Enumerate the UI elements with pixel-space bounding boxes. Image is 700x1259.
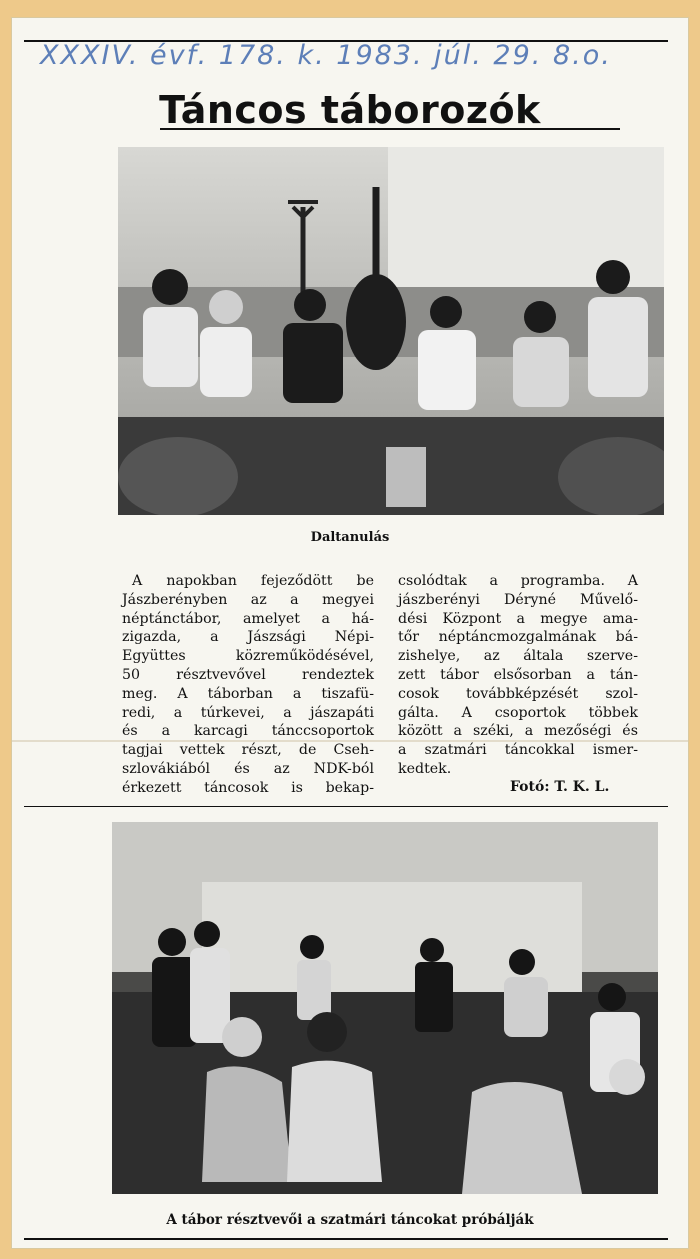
article-line: dési Központ a megye ama- — [398, 610, 638, 627]
article-line: Együttes közreműködésével, — [122, 648, 374, 665]
article-line: kedtek. — [398, 760, 452, 777]
article-line: redi, a túrkevei, a jászapáti — [122, 704, 374, 721]
article-line: cosok továbbképzését szol- — [398, 685, 638, 702]
article-left-paragraph — [122, 572, 374, 798]
article-line: meg. A táborban a tiszafü- — [122, 685, 374, 702]
bottom-rule — [24, 1238, 668, 1240]
article-right-paragraph — [398, 572, 638, 779]
article-line: között a széki, a mezőségi és — [398, 723, 638, 740]
headline: Táncos táborozók — [159, 88, 541, 132]
photo-credit: Fotó: T. K. L. — [510, 779, 610, 795]
photo1-caption: Daltanulás — [310, 530, 390, 545]
article-line: zishelye, az általa szerve- — [398, 648, 638, 665]
article-left-column — [122, 572, 374, 798]
handwritten-date-note: XXXIV. évf. 178. k. 1983. júl. 29. 8.o. — [40, 40, 612, 71]
article-line: tagjai vettek részt, de Cseh- — [122, 742, 374, 759]
article-line: szlovákiából és az NDK-ból — [122, 760, 374, 777]
article-line: Jászberényben az a megyei — [122, 591, 374, 608]
photo2-caption: A tábor résztvevői a szatmári táncokat próbálják — [166, 1212, 534, 1228]
article-line: gálta. A csoportok többek — [398, 704, 638, 721]
article-line: zigazda, a Jászsági Népi- — [122, 629, 374, 646]
article-line: és a karcagi tánccsoportok — [122, 723, 374, 740]
article-line: A napokban fejeződött be — [132, 573, 374, 589]
article-line: érkezett táncosok is bekap- — [122, 779, 374, 796]
article-line: zett tábor elsősorban a tán- — [398, 666, 638, 683]
photo-dancing-couples — [112, 822, 658, 1194]
article-line: 50 résztvevővel rendeztek — [122, 666, 374, 683]
photo-group-singing-icon — [118, 147, 664, 515]
article-line: a szatmári táncokkal ismer- — [398, 742, 638, 759]
photo-singing-group — [118, 147, 664, 515]
article-line: néptánctábor, amelyet a há- — [122, 610, 374, 627]
article-line: csolódtak a programba. A — [398, 573, 638, 589]
mid-rule — [24, 806, 668, 807]
article-line: tőr néptáncmozgalmának bá- — [398, 629, 638, 646]
photo-dancing-couples-icon — [112, 822, 658, 1194]
article-right-column — [398, 572, 638, 779]
article-line: jászberényi Déryné Művelő- — [398, 591, 638, 608]
